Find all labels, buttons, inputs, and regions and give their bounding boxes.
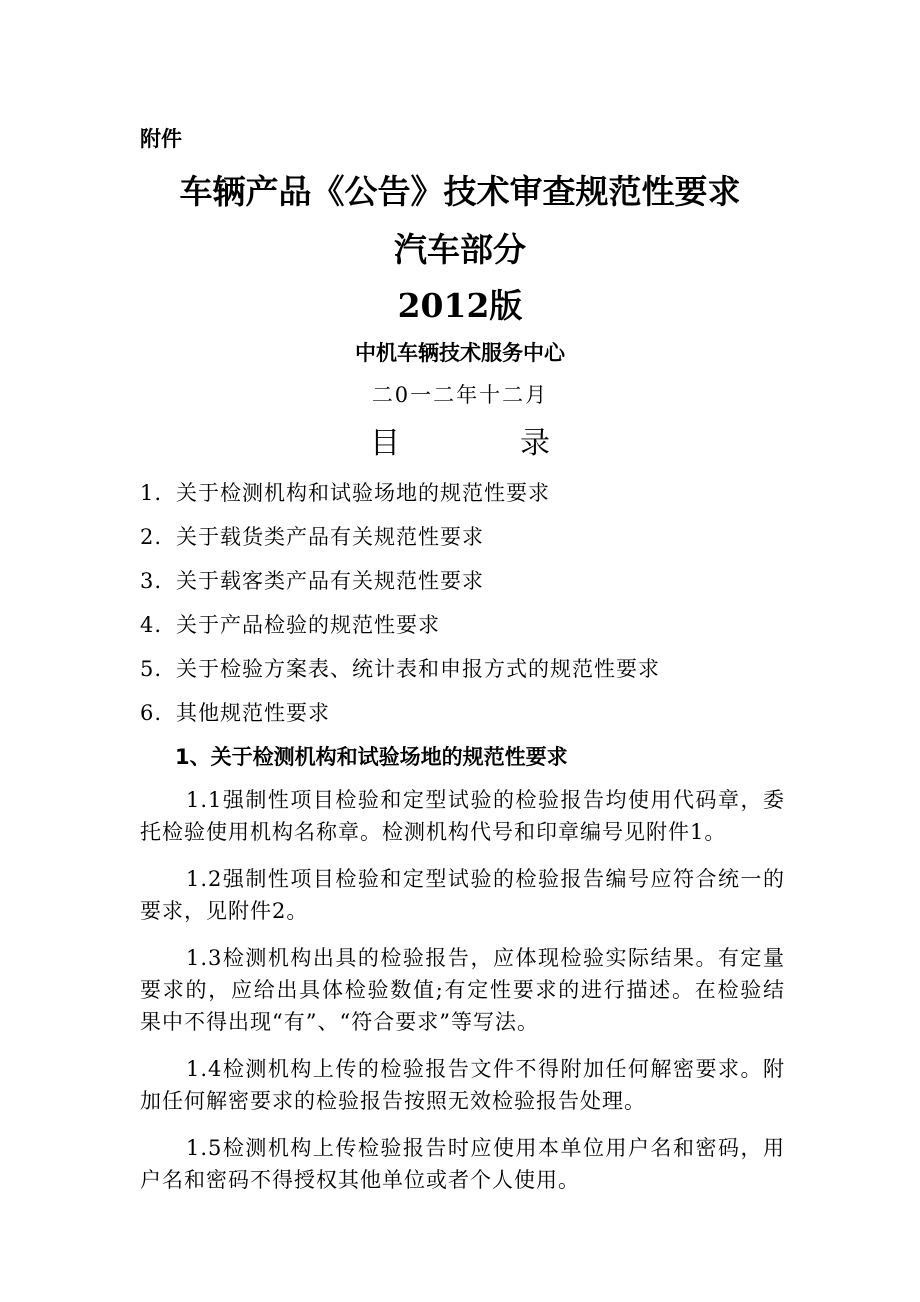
toc-item-number: 1. [140, 481, 163, 505]
toc-heading [0, 424, 920, 464]
toc-item-number: 6. [140, 701, 163, 725]
toc-item [140, 698, 840, 742]
table-of-contents [140, 478, 840, 742]
section-body [140, 784, 785, 1211]
toc-item-text: 关于产品检验的规范性要求 [176, 613, 440, 637]
toc-item [140, 566, 840, 610]
section-heading: 1、关于检测机构和试验场地的规范性要求 [175, 745, 568, 769]
toc-item-text: 关于检测机构和试验场地的规范性要求 [176, 481, 550, 505]
paragraph: 1.4检测机构上传的检验报告文件不得附加任何解密要求。附加任何解密要求的检验报告按照无效检验报告处理。 [140, 1057, 785, 1113]
organization-name: 中机车辆技术服务中心 [355, 341, 565, 365]
toc-item-number: 2. [140, 525, 163, 549]
toc-item [140, 610, 840, 654]
toc-item-number: 4. [140, 613, 163, 637]
toc-item-text: 其他规范性要求 [176, 701, 330, 725]
toc-item-text: 关于载客类产品有关规范性要求 [176, 569, 484, 593]
toc-item [140, 654, 840, 698]
paragraph: 1.1强制性项目检验和定型试验的检验报告均使用代码章，委托检验使用机构名称章。检测机构代号和印章编号见附件1。 [140, 788, 785, 844]
toc-item-number: 3. [140, 569, 163, 593]
toc-item [140, 478, 840, 522]
attachment-label: 附件 [140, 127, 182, 151]
document-title: 车辆产品《公告》技术审查规范性要求 [179, 172, 741, 211]
toc-item-number: 5. [140, 657, 163, 681]
document-date: 二0一二年十二月 [371, 383, 549, 407]
document-subtitle: 汽车部分 [394, 230, 526, 269]
toc-heading-char-2: 录 [520, 426, 550, 461]
paragraph: 1.3检测机构出具的检验报告，应体现检验实际结果。有定量要求的，应给出具体检验数值;有定性要求的进行描述。在检验结果中不得出现“有”、“符合要求”等写法。 [140, 946, 785, 1034]
paragraph: 1.5检测机构上传检验报告时应使用本单位用户名和密码，用户名和密码不得授权其他单位或者个人使用。 [140, 1136, 785, 1192]
toc-item-text: 关于载货类产品有关规范性要求 [176, 525, 484, 549]
document-edition: 2012版 [397, 286, 523, 325]
toc-heading-char-1: 目 [370, 426, 400, 461]
toc-item-text: 关于检验方案表、统计表和申报方式的规范性要求 [176, 657, 660, 681]
paragraph: 1.2强制性项目检验和定型试验的检验报告编号应符合统一的要求，见附件2。 [140, 867, 785, 923]
toc-item [140, 522, 840, 566]
